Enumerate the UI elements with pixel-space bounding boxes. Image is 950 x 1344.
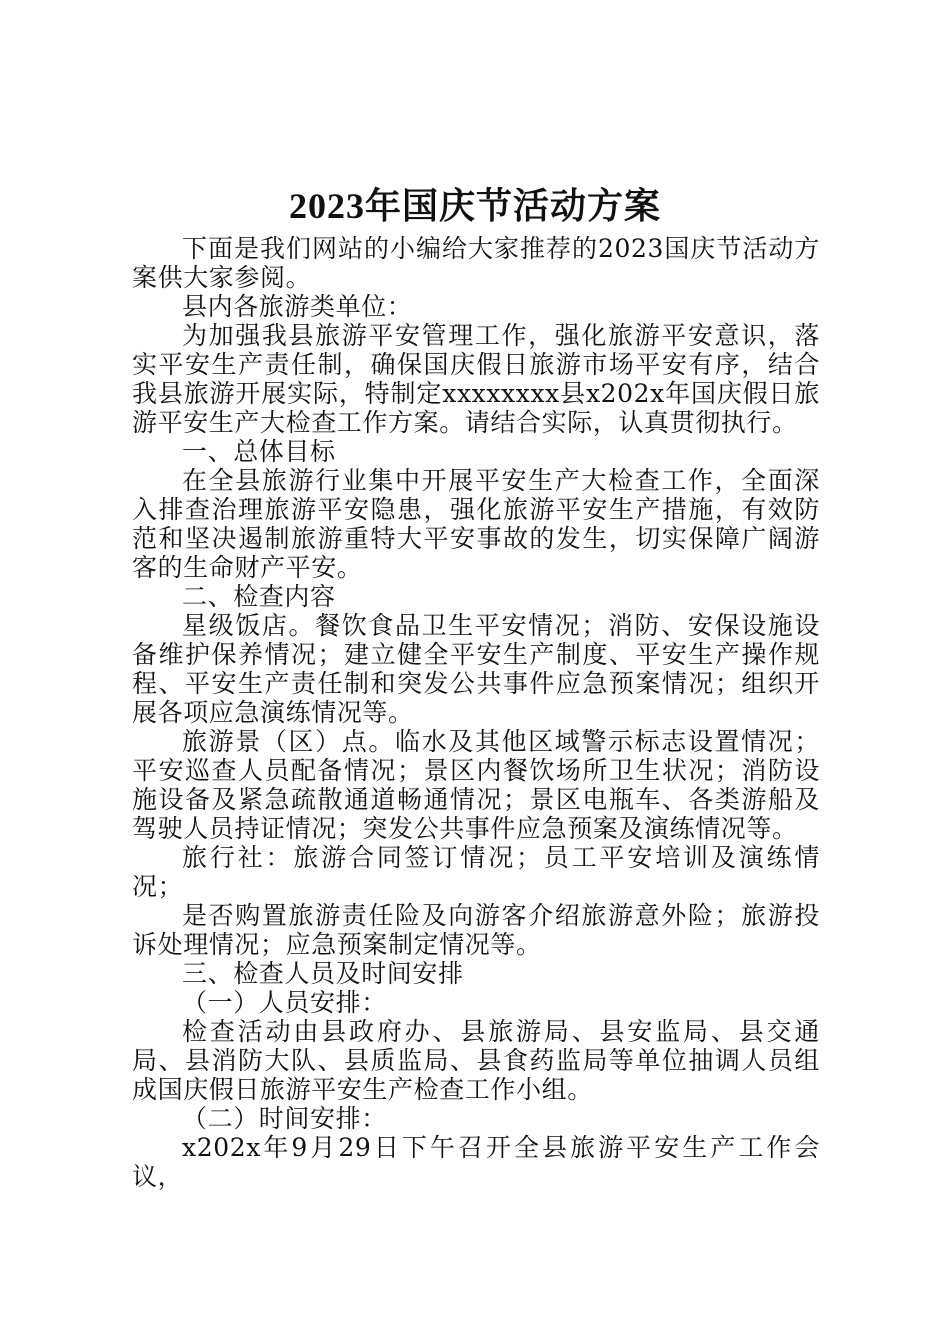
document-body: [132, 234, 820, 1191]
paragraph-star-hotels: 星级饭店。餐饮食品卫生平安情况；消防、安保设施设备维护保养情况；建立健全平安生产制度、平安生产操作规程、平安生产责任制和突发公共事件应急预案情况；组织开展各项应急演练情况等。: [132, 611, 820, 727]
document-title: 2023年国庆节活动方案: [288, 186, 661, 226]
heading-inspection-content: 二、检查内容: [182, 582, 336, 611]
paragraph-addressee: 县内各旅游类单位：: [182, 292, 413, 321]
paragraph-staff-arrangement: 检查活动由县政府办、县旅游局、县安监局、县交通局、县消防大队、县质监局、县食药监局等单位抽调人员组成国庆假日旅游平安生产检查工作小组。: [132, 1017, 820, 1104]
heading-overall-goal: 一、总体目标: [182, 437, 336, 466]
paragraph-overall-goal: 在全县旅游行业集中开展平安生产大检查工作，全面深入排查治理旅游平安隐患，强化旅游平安生产措施，有效防范和坚决遏制旅游重特大平安事故的发生，切实保障广阔游客的生命财产平安。: [132, 466, 820, 582]
heading-staff-arrangement: （一）人员安排：: [182, 988, 387, 1017]
paragraph-travel-agencies: 旅行社：旅游合同签订情况；员工平安培训及演练情况；: [132, 843, 820, 901]
paragraph-insurance: 是否购置旅游责任险及向游客介绍旅游意外险；旅游投诉处理情况；应急预案制定情况等。: [132, 901, 820, 959]
paragraph-time-arrangement: x202x年9月29日下午召开全县旅游平安生产工作会议，: [132, 1133, 820, 1191]
paragraph-intro: 下面是我们网站的小编给大家推荐的2023国庆节活动方案供大家参阅。: [132, 234, 820, 292]
heading-time-arrangement: （二）时间安排：: [182, 1104, 387, 1133]
paragraph-purpose: 为加强我县旅游平安管理工作，强化旅游平安意识，落实平安生产责任制，确保国庆假日旅游市场平安有序，结合我县旅游开展实际，特制定xxxxxxxx县x202x年国庆假日旅游平安生产大检查工作方案。请结合实际，认真贯彻执行。: [132, 321, 820, 437]
heading-staff-and-schedule: 三、检查人员及时间安排: [182, 959, 464, 988]
paragraph-scenic-spots: 旅游景（区）点。临水及其他区域警示标志设置情况；平安巡查人员配备情况；景区内餐饮场所卫生状况；消防设施设备及紧急疏散通道畅通情况；景区电瓶车、各类游船及驾驶人员持证情况；突发公共事件应急预案及演练情况等。: [132, 727, 820, 843]
